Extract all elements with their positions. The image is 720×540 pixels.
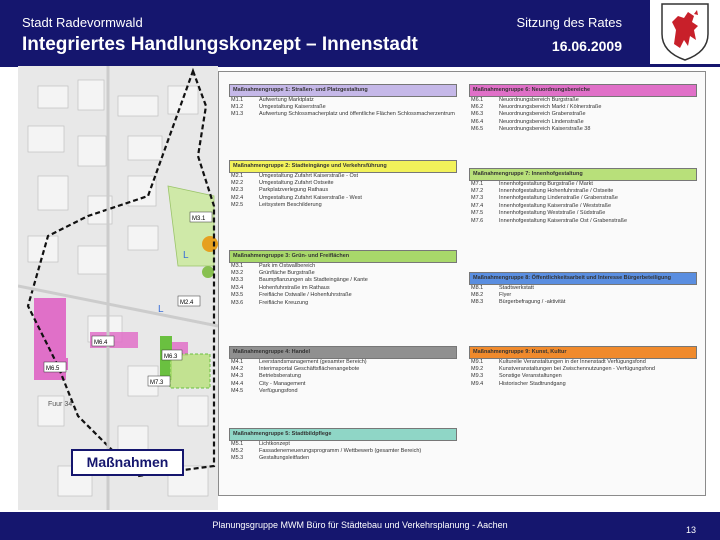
measure-item: M2.3 Parkplatzverlegung Rathaus: [231, 187, 329, 194]
measure-item: M7.5 Innenhofgestaltung Weststraße / Südstraße: [471, 210, 606, 217]
measure-item: M8.2 Flyer: [471, 291, 512, 298]
measure-item: M2.5 Leitsystem Beschilderung: [231, 202, 322, 209]
measure-item: M5.1 Lichtkonzept: [231, 440, 290, 447]
map-drawing: [18, 66, 218, 510]
measure-item: M3.1 Park im Ostwallbereich: [231, 262, 316, 269]
group-title: Maßnahmengruppe 3: Grün- und Freiflächen: [229, 250, 457, 263]
measure-item: M9.4 Historischer Stadtrundgang: [471, 380, 566, 387]
street-label: Fuur 34: [48, 401, 73, 408]
footer-text: Planungsgruppe MWM Büro für Städtebau und Verkehrsplanung - Aachen: [212, 520, 508, 530]
measure-item: M3.3 Baumpflanzungen als Stadteingänge / Kante: [231, 277, 368, 284]
map-label: M6.5: [46, 366, 60, 372]
measure-item: M7.4 Innenhofgestaltung Kaiserstraße / Weststraße: [471, 202, 612, 209]
measure-item: M3.6 Freifläche Kreuzung: [231, 299, 309, 306]
measure-item: M5.2 Fassadenerneuerungsprogramm / Wettbewerb (gesamter Bereich): [231, 447, 422, 454]
measure-item: M2.2 Umgestaltung Zufahrt Ostseite: [231, 179, 334, 186]
header-bar: [0, 0, 650, 64]
group-title: Maßnahmengruppe 8: Öffentlichkeitsarbeit und Interesse Bürgerbeteiligung: [469, 272, 697, 285]
measure-group-7: [469, 168, 697, 225]
group-title: Maßnahmengruppe 9: Kunst, Kultur: [469, 346, 697, 359]
measure-item: M3.2 Grünfläche Burgstraße: [231, 269, 315, 276]
measure-item: M9.1 Kulturelle Veranstaltungen in der Innenstadt Verfügungsfond: [471, 358, 646, 365]
measure-item: M6.4 Neuordnungsbereich Lindenstraße: [471, 118, 584, 125]
map-label: M6.3: [164, 354, 178, 360]
measure-item: M8.1 Stadtwerkstatt: [471, 284, 534, 291]
measure-item: M4.2 Interimsportal Geschäftsflächenangebote: [231, 365, 360, 372]
page-number: 13: [685, 525, 696, 535]
map-label: M6.4: [94, 340, 108, 346]
organization-name: Stadt Radevormwald: [22, 15, 143, 30]
measure-item: M4.3 Betriebsberatung: [231, 373, 301, 380]
measure-item: M2.1 Umgestaltung Zufahrt Kaiserstraße - Ost: [231, 172, 359, 179]
measure-group-8: [469, 272, 697, 307]
measure-item: M1.3 Aufwertung Schlossmacherplatz und öffentliche Flächen Schlossmacherzentrum: [231, 111, 455, 118]
measure-group-6: [469, 84, 697, 134]
map-marker: L: [183, 250, 189, 261]
map-marker: L: [158, 304, 164, 315]
group-title: Maßnahmengruppe 5: Stadtbildpflege: [229, 428, 457, 441]
lion-crest-icon: [650, 0, 720, 64]
measure-item: M4.5 Verfügungsfond: [231, 388, 298, 395]
massnahmen-label: Maßnahmen: [71, 449, 184, 476]
measure-item: M6.2 Neuordnungsbereich Markt / Kölnerstraße: [471, 103, 602, 110]
session-date: 16.06.2009: [551, 38, 622, 54]
measure-item: M2.4 Umgestaltung Zufahrt Kaiserstraße - West: [231, 194, 362, 201]
map-label: M2.4: [180, 300, 194, 306]
group-title: Maßnahmengruppe 4: Handel: [229, 346, 457, 359]
slide-title: Integriertes Handlungskonzept – Innenstadt: [22, 34, 418, 55]
group-title: Maßnahmengruppe 6: Neuordnungsbereiche: [469, 84, 697, 97]
measure-item: M7.3 Innenhofgestaltung Lindenstraße / Grabenstraße: [471, 195, 618, 202]
map-label: M7.3: [150, 380, 164, 386]
group-title: Maßnahmengruppe 2: Stadteingänge und Verkehrsführung: [229, 160, 457, 173]
map-label: M3.1: [192, 216, 206, 222]
measure-item: M6.3 Neuordnungsbereich Grabenstraße: [471, 111, 586, 118]
measure-group-1: [229, 84, 457, 119]
session-label: Sitzung des Rates: [516, 15, 622, 30]
measure-item: M8.3 Bürgerbefragung / -aktivität: [471, 299, 566, 306]
group-title: Maßnahmengruppe 1: Straßen- und Platzgestaltung: [229, 84, 457, 97]
measure-item: M4.1 Leerstandsmanagement (gesamter Bereich): [231, 358, 367, 365]
measure-item: M3.5 Freifläche Ostwalle / Hohenfuhrstraße: [231, 292, 352, 299]
city-map: [18, 66, 218, 510]
measure-item: M4.4 City - Management: [231, 380, 306, 387]
measure-item: M6.5 Neuordnungsbereich Kaiserstraße 38: [471, 126, 591, 133]
measure-group-3: [229, 250, 457, 307]
coat-of-arms-logo: [650, 0, 720, 64]
measure-group-4: [229, 346, 457, 396]
measure-item: M1.1 Aufwertung Marktplatz: [231, 96, 314, 103]
measure-item: M6.1 Neuordnungsbereich Burgstraße: [471, 96, 579, 103]
measure-item: M7.1 Innenhofgestaltung Burgstraße / Markt: [471, 180, 593, 187]
measure-group-2: [229, 160, 457, 210]
measure-item: M5.3 Gestaltungsleitfaden: [231, 455, 310, 462]
footer-bar: [0, 512, 720, 540]
measure-item: M7.2 Innenhofgestaltung Hohenfuhrstraße / Ostseite: [471, 187, 614, 194]
measures-panel: [218, 71, 706, 496]
measure-group-9: [469, 346, 697, 388]
measure-item: M9.3 Sonstige Veranstaltungen: [471, 373, 562, 380]
measure-item: M7.6 Innenhofgestaltung Kaiserstraße Ost / Grabenstraße: [471, 217, 628, 224]
measure-item: M3.4 Hohenfuhrstraße im Rathaus: [231, 284, 330, 291]
measure-item: M1.2 Umgestaltung Kaiserstraße: [231, 103, 326, 110]
measure-group-5: [229, 428, 457, 463]
measure-item: M9.2 Kunstveranstaltungen bei Zwischennutzungen - Verfügungsfond: [471, 365, 655, 372]
group-title: Maßnahmengruppe 7: Innenhofgestaltung: [469, 168, 697, 181]
